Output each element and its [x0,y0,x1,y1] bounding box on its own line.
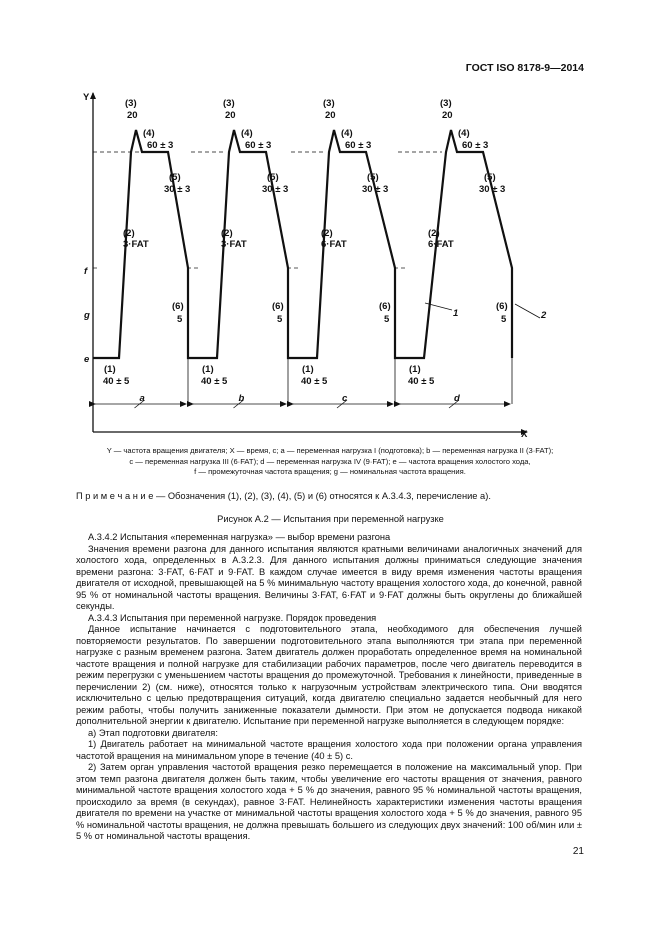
idle-marker: (1) [302,364,314,375]
peak-time: 20 [442,110,453,121]
paragraph: А.3.4.2 Испытания «переменная нагрузка» — выбор времени разгона [88,532,391,542]
load-marker: (4) [341,128,353,139]
y-level-e: e [84,354,90,365]
x-axis-label: X [521,429,528,440]
document-header: ГОСТ ISO 8178-9—2014 [465,62,584,74]
idle-marker: (1) [104,364,116,375]
callout-2: 2 [541,310,547,321]
load-time: 60 ± 3 [245,140,272,151]
idle-time: 40 ± 5 [201,376,228,387]
end-time: 5 [277,314,283,325]
period-label: c [342,393,348,404]
load-cycle-figure [0,0,661,445]
accel-value: 3·FAT [221,239,247,250]
period-label: b [238,393,245,404]
decel-marker: (5) [169,172,181,183]
load-marker: (4) [458,128,470,139]
decel-marker: (5) [367,172,379,183]
legend-line: f — промежуточная частота вращения; g — номинальная частота вращения. [194,467,466,476]
paragraph: А.3.4.3 Испытания при переменной нагрузке. Порядок проведения [88,612,377,623]
page-number: 21 [572,846,584,857]
body-text [76,532,582,843]
load-marker: (4) [143,128,155,139]
paragraph: 2) Затем орган управления частотой вращения резко перемещается в положение на максимальный упор. При этом темп разгона двигателя должен быть таким, чтобы увеличение его частоты вращения от значения, равного минимальной частоте вращения холостого хода + 5 % до значения, равного 95 % номинальной частоты вращения, происходило за время (в секундах), равное 3·FAT. Нелинейность характеристики изменения частоты вращения двигателя по времени на участке от минимальной частоты вращения холостого хода + 5 % до значения, равного 95 % номинальной частоты вращения, не должна превышать большего из следующих двух значений: 100 об/мин или ± 5 % от номинальной частоты вращения. [76,762,582,841]
idle-time: 40 ± 5 [301,376,328,387]
figure-note: П р и м е ч а н и е — Обозначения (1), (2), (3), (4), (5) и (6) относятся к А.3.4.3, перечисление a). [76,491,491,501]
peak-marker: (3) [125,98,137,109]
figure-caption: Рисунок А.2 — Испытания при переменной нагрузке [217,514,444,524]
accel-marker: (2) [123,228,135,239]
paragraph: Значения времени разгона для данного испытания являются кратными величинами аналогичных значений для холостого хода, определенных в А.3.2.3. Для данного испытания должны приниматься следующие значения времени разгона: 3·FAT, 6·FAT и 9·FAT. В каждом случае имеется в виду время изменения частоты вращения двигателя от исходной, превышающей на 5 % минимальную частоту вращения холостого хода, до конечной, равной 95 % от номинальной частоты вращения. Величины 3·FAT, 6·FAT и 9·FAT должны быть округлены до ближайшей секунды. [76,543,582,611]
accel-value: 6·FAT [428,239,454,250]
end-time: 5 [177,314,183,325]
y-level-f: f [84,266,88,277]
decel-time: 30 ± 3 [164,184,191,195]
y-level-g: g [84,310,90,321]
legend-line: Y — частота вращения двигателя; X — время, с; a — переменная нагрузка I (подготовка); b — переменная нагрузка II (3·FAT); [106,446,554,455]
legend-line: c — переменная нагрузка III (6·FAT); d — переменная нагрузка IV (9·FAT); e — частота вращения холостого хода, [129,456,531,466]
decel-time: 30 ± 3 [479,184,506,195]
end-time: 5 [384,314,390,325]
load-time: 60 ± 3 [147,140,174,151]
idle-time: 40 ± 5 [408,376,435,387]
peak-time: 20 [225,110,236,121]
end-marker: (6) [496,301,508,312]
paragraph: Данное испытание начинается с подготовительного этапа, необходимого для обеспечения лучшей повторяемости результатов. По завершении подготовительного этапа выполняются три этапа при переменной нагрузке с разным временем разгона. Затем двигатель должен проработать определенное время на номинальной частоте вращения и полной нагрузке для стабилизации рабочих параметров, после чего двигатель переводится в режим перегрузки с уменьшением частоты вращения до промежуточной. Требования к линейности, приведенные в перечислении 2) (см. ниже), относятся только к нагрузочным устройствам электрического типа. Они вводятся исключительно с целью предотвращения ситуаций, когда двигателю специально задается необычный для него режим работы, чтобы получить заниженные показатели дымности. При этом не допускается подвода никакой дополнительной энергии к двигателю. Испытание при переменной нагрузке выполняется в следующем порядке: [76,624,582,726]
idle-marker: (1) [409,364,421,375]
peak-time: 20 [325,110,336,121]
accel-marker: (2) [321,228,333,239]
peak-marker: (3) [223,98,235,109]
accel-value: 3·FAT [123,239,149,250]
callout-2-leader [515,304,540,318]
end-marker: (6) [379,301,391,312]
load-time: 60 ± 3 [345,140,372,151]
period-label: d [454,393,460,404]
decel-marker: (5) [484,172,496,183]
paragraph: 1) Двигатель работает на минимальной частоте вращения холостого хода при положении органа управления частотой вращения на минимальном упоре в течение (40 ± 5) с. [76,739,582,761]
peak-time: 20 [127,110,138,121]
decel-time: 30 ± 3 [362,184,389,195]
accel-marker: (2) [221,228,233,239]
peak-marker: (3) [323,98,335,109]
end-marker: (6) [172,301,184,312]
accel-marker: (2) [428,228,440,239]
decel-marker: (5) [267,172,279,183]
idle-time: 40 ± 5 [103,376,130,387]
end-marker: (6) [272,301,284,312]
callout-1: 1 [453,308,459,319]
peak-marker: (3) [440,98,452,109]
load-marker: (4) [241,128,253,139]
load-time: 60 ± 3 [462,140,489,151]
period-label: a [139,393,145,404]
idle-marker: (1) [202,364,214,375]
decel-time: 30 ± 3 [262,184,289,195]
paragraph: a) Этап подготовки двигателя: [88,727,218,738]
accel-value: 6·FAT [321,239,347,250]
end-time: 5 [501,314,507,325]
figure-legend [50,446,610,478]
y-axis-label: Y [83,92,90,103]
